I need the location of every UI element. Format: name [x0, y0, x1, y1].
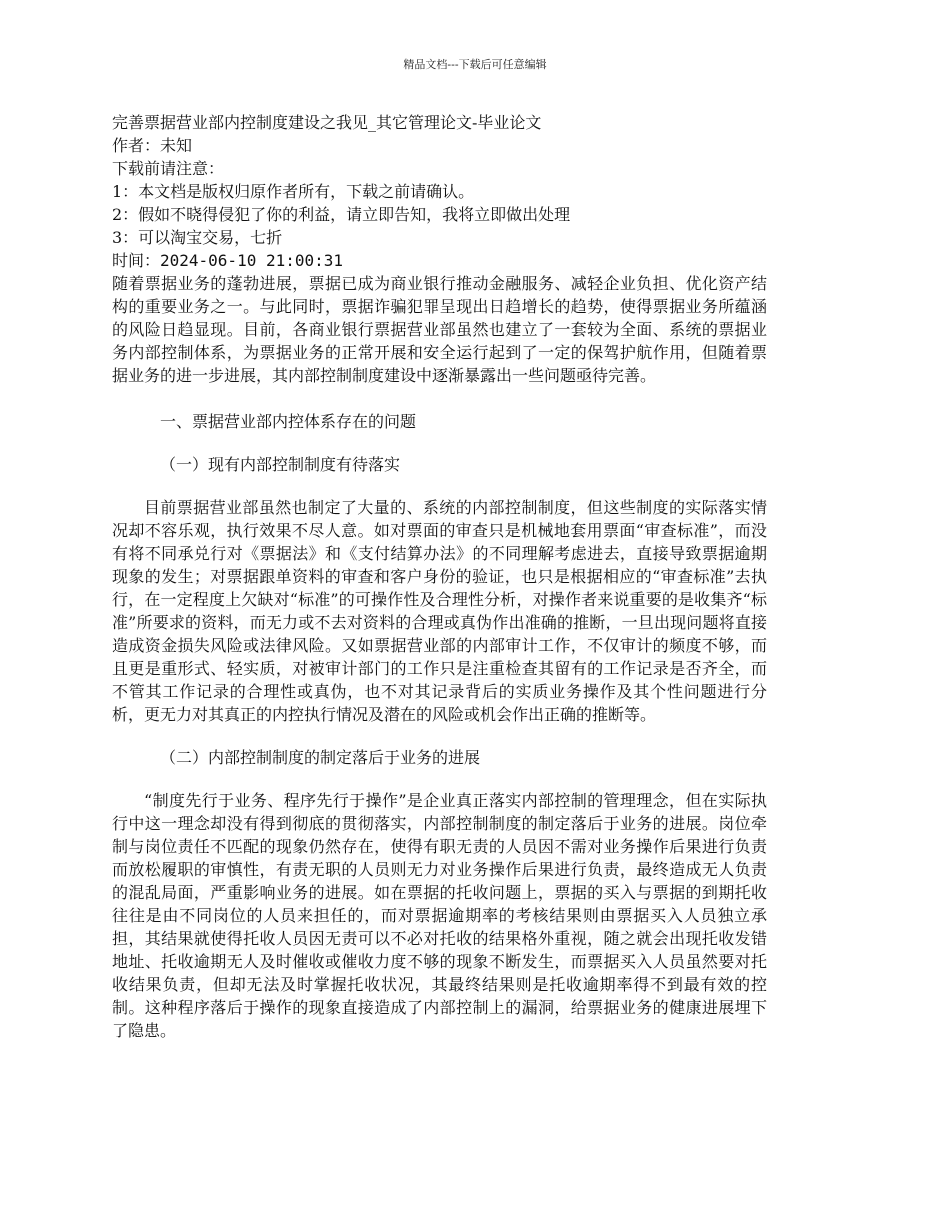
notice-label: 下载前请注意： — [112, 159, 225, 178]
notice-item: 2：假如不晓得侵犯了你的利益，请立即告知，我将立即做出处理 — [112, 205, 571, 224]
subsection-heading: （一）现有内部控制制度有待落实 — [160, 455, 401, 474]
page-header: 精品文档---下载后可任意编辑 — [403, 58, 547, 71]
notice-item: 3：可以淘宝交易，七折 — [112, 228, 283, 247]
subsection-heading: （二）内部控制制度的制定落后于业务的进展 — [160, 748, 481, 767]
body-paragraph: “制度先行于业务、程序先行于操作”是企业真正落实内部控制的管理理念，但在实际执行中这一理念却没有得到彻底的贯彻落实，内部控制制度的制定落后于业务的进展。岗位牵制与岗位责任不匹配的现象仍然存在，使得有职无责的人员因不需对业务操作后果进行负责而放松履职的审慎性，有责无职的人员则无力对业务操作后果进行负责，最终造成无人负责的混乱局面，严重影响业务的进展。如在票据的托收问题上，票据的买入与票据的到期托收往往是由不同岗位的人员来担任的，而对票据逾期率的考核结果则由票据买入人员独立承担，其结果就使得托收人员因无责可以不必对托收的结果格外重视，随之就会出现托收发错地址、托收逾期无人及时催收或催收力度不够的现象不断发生，而票据买入人员虽然要对托收结果负责，但却无法及时掌握托收状况，其最终结果则是托收逾期率得不到最有效的控制。这种程序落后于操作的现象直接造成了内部控制上的漏洞，给票据业务的健康进展埋下了隐患。 — [112, 791, 767, 1040]
section-heading: 一、票据营业部内控体系存在的问题 — [160, 412, 417, 431]
document-body — [112, 111, 767, 1042]
timestamp-line: 时间：2024-06-10 21:00:31 — [112, 251, 344, 270]
document-title: 完善票据营业部内控制度建设之我见_其它管理论文-毕业论文 — [112, 113, 542, 132]
author-line: 作者：未知 — [112, 136, 193, 155]
notice-item: 1：本文档是版权归原作者所有，下载之前请确认。 — [112, 182, 475, 201]
body-paragraph: 目前票据营业部虽然也制定了大量的、系统的内部控制制度，但这些制度的实际落实情况却不容乐观，执行效果不尽人意。如对票面的审查只是机械地套用票面“审查标准”，而没有将不同承兑行对《票据法》和《支付结算办法》的不同理解考虑进去，直接导致票据逾期现象的发生；对票据跟单资料的审查和客户身份的验证，也只是根据相应的“审查标准”去执行，在一定程度上欠缺对“标准”的可操作性及合理性分析，对操作者来说重要的是收集齐“标准”所要求的资料，而无力或不去对资料的合理或真伪作出准确的推断，一旦出现问题将直接造成资金损失风险或法律风险。又如票据营业部的内部审计工作，不仅审计的频度不够，而且更是重形式、轻实质，对被审计部门的工作只是注重检查其留有的工作记录是否齐全，而不管其工作记录的合理性或真伪，也不对其记录背后的实质业务操作及其个性问题进行分析，更无力对其真正的内控执行情况及潜在的风险或机会作出正确的推断等。 — [112, 498, 767, 724]
intro-paragraph: 随着票据业务的蓬勃进展，票据已成为商业银行推动金融服务、减轻企业负担、优化资产结构的重要业务之一。与此同时，票据诈骗犯罪呈现出日趋增长的趋势，使得票据业务所蕴涵的风险日趋显现。目前，各商业银行票据营业部虽然也建立了一套较为全面、系统的票据业务内部控制体系，为票据业务的正常开展和安全运行起到了一定的保驾护航作用，但随着票据业务的进一步进展，其内部控制制度建设中逐渐暴露出一些问题亟待完善。 — [112, 274, 767, 385]
